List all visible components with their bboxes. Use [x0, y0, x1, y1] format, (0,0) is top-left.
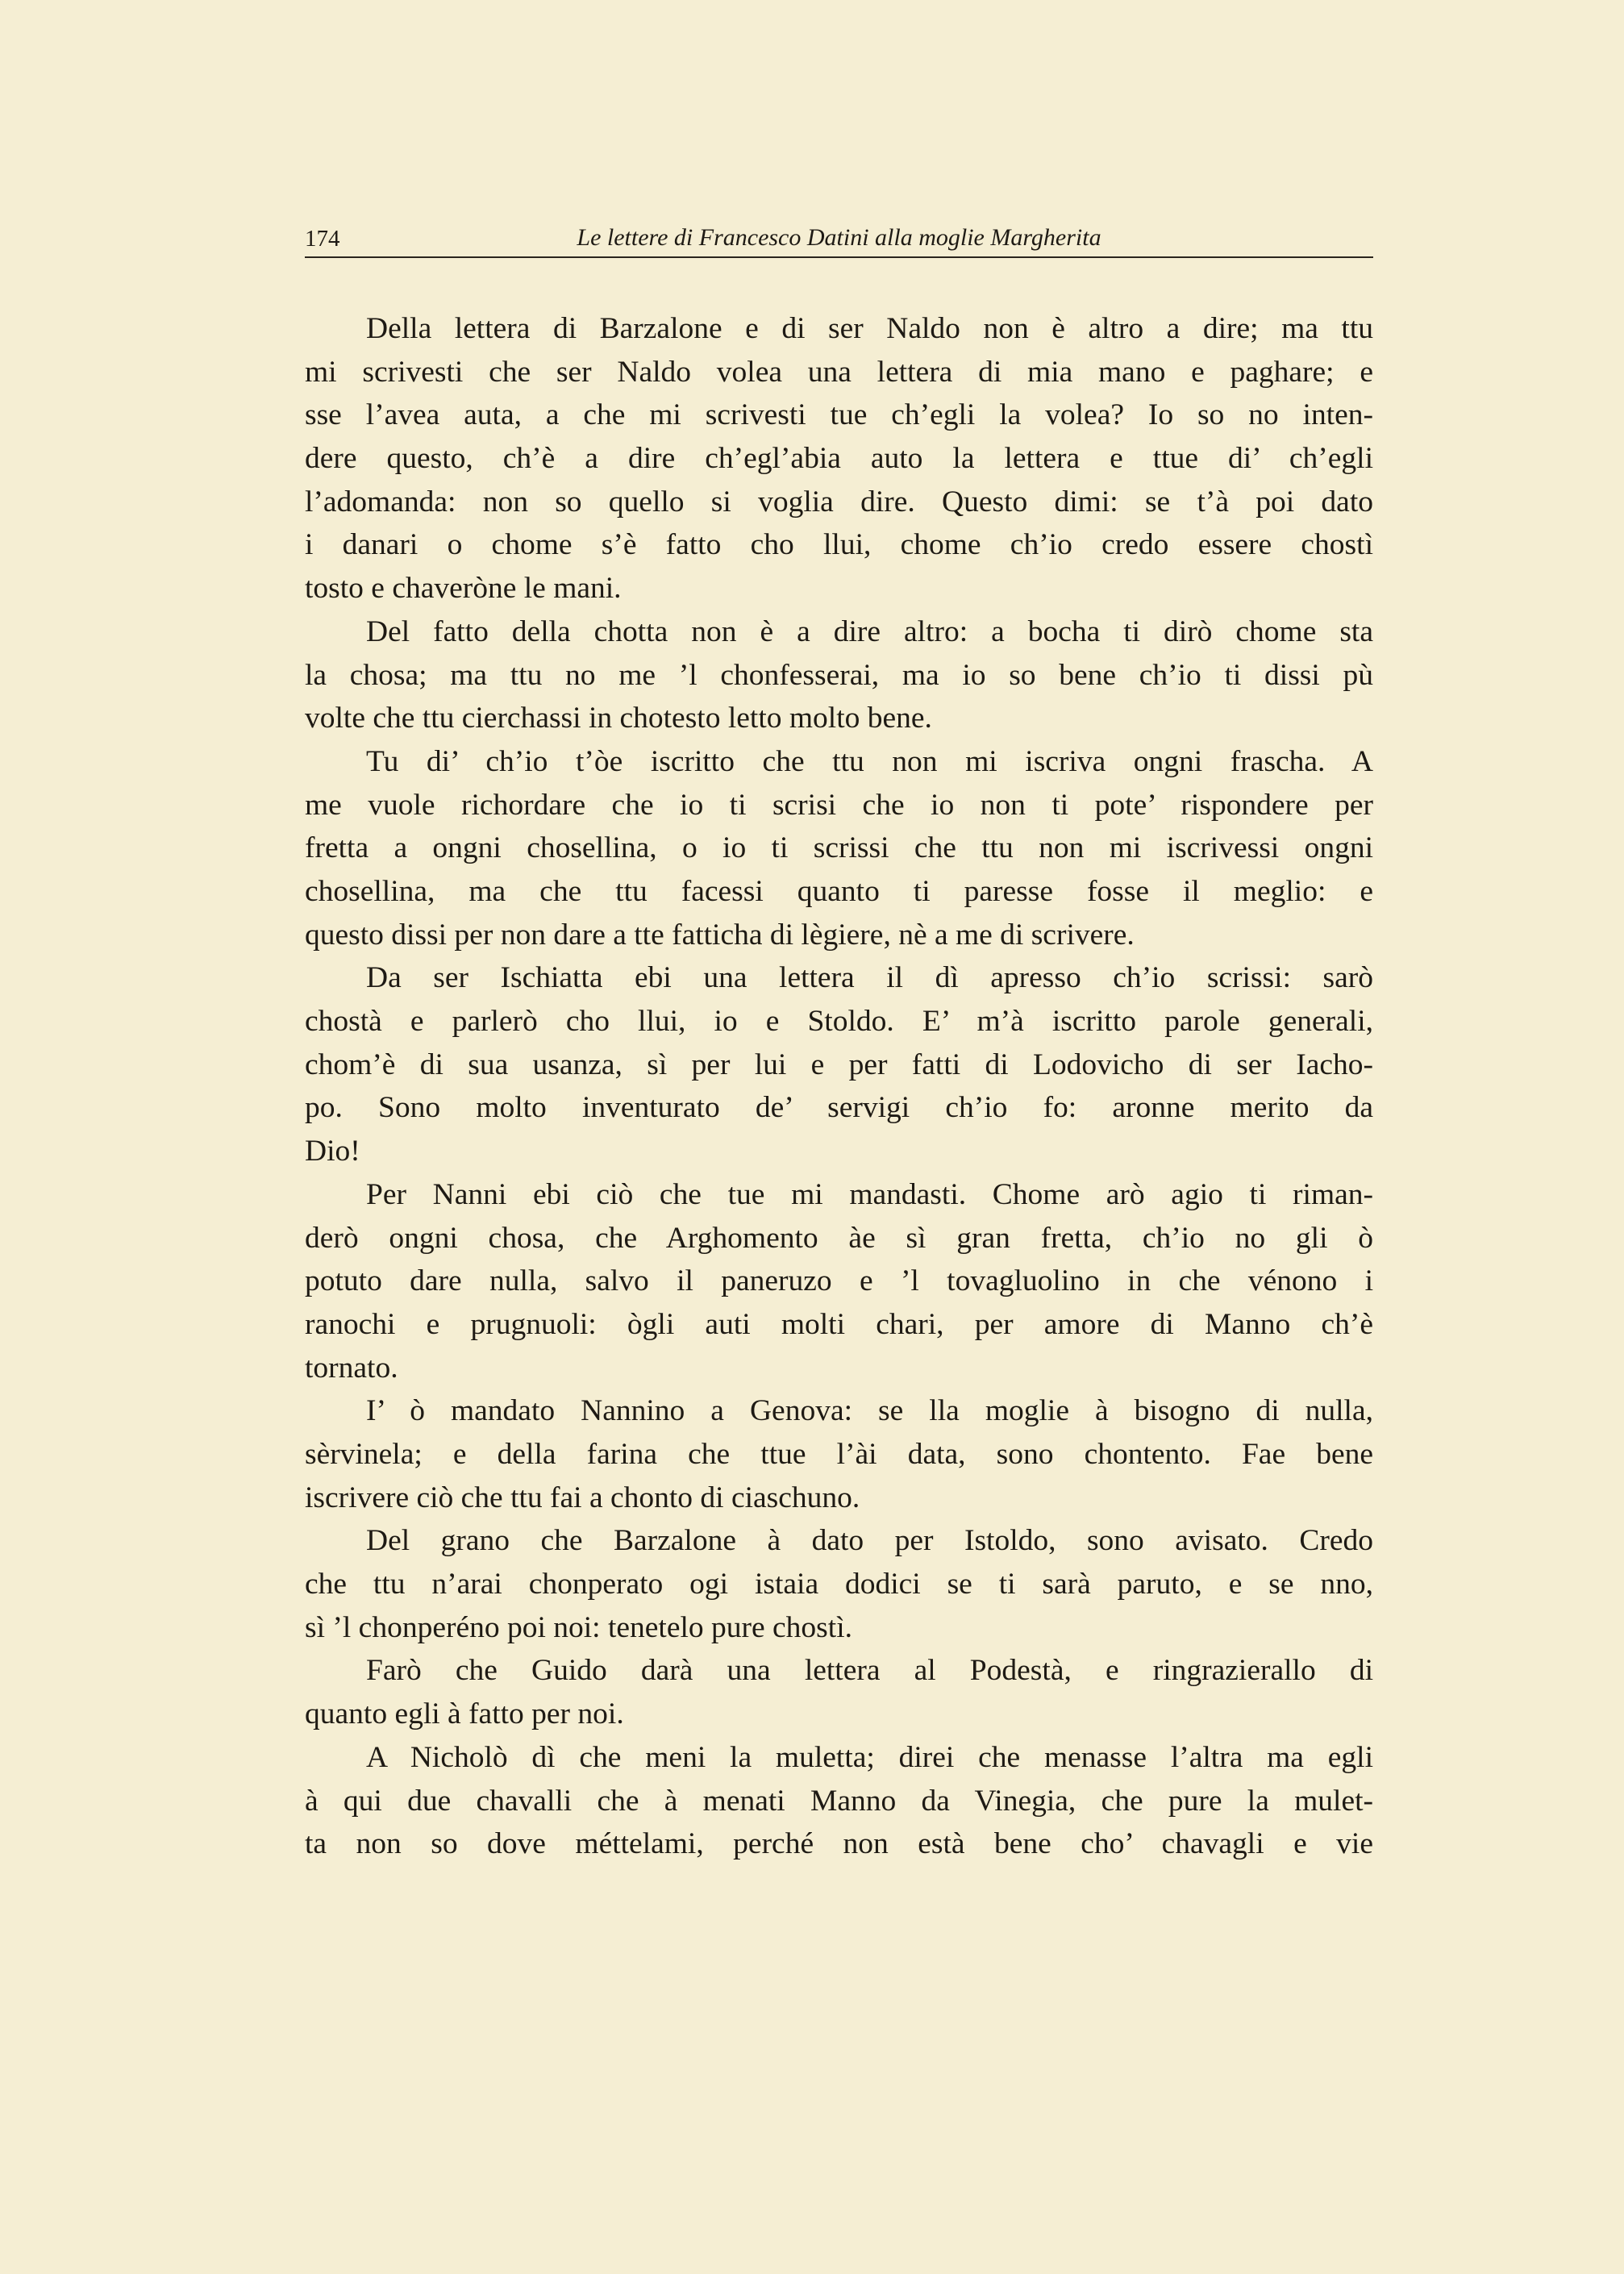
text-line: Farò che Guido darà una lettera al Podestà, e ringrazierallo di	[366, 1654, 1373, 1688]
paragraph	[305, 956, 1373, 1172]
text-line: Per Nanni ebi ciò che tue mi mandasti. Chome arò agio ti riman-	[366, 1177, 1373, 1211]
page-number: 174	[305, 226, 340, 252]
text-line: ranochi e prugnuoli: ògli auti molti chari, per amore di Manno ch’è	[305, 1307, 1373, 1341]
text-line: mi scrivesti che ser Naldo volea una lettera di mia mano e paghare; e	[305, 355, 1373, 389]
text-line: volte che ttu cierchassi in chotesto letto molto bene.	[305, 702, 932, 735]
text-line: iscrivere ciò che ttu fai a chonto di ciaschuno.	[305, 1481, 860, 1514]
text-line: I’ ò mandato Nannino a Genova: se lla moglie à bisogno di nulla,	[366, 1394, 1373, 1428]
text-line: quanto egli à fatto per noi.	[305, 1697, 624, 1731]
text-line: sèrvinela; e della farina che ttue l’ài data, sono chontento. Fae bene	[305, 1437, 1373, 1471]
text-line: Tu di’ ch’io t’òe iscritto che ttu non mi iscriva ongni frascha. A	[366, 744, 1373, 778]
text-line: chosellina, ma che ttu facessi quanto ti paresse fosse il meglio: e	[305, 874, 1373, 908]
text-line: à qui due chavalli che à menati Manno da Vinegia, che pure la mulet-	[305, 1784, 1373, 1818]
text-line: fretta a ongni chosellina, o io ti scrissi che ttu non mi iscrivessi ongni	[305, 831, 1373, 865]
text-line: me vuole richordare che io ti scrisi che io non ti pote’ rispondere per	[305, 788, 1373, 822]
text-line: i danari o chome s’è fatto cho llui, chome ch’io credo essere chostì	[305, 528, 1373, 562]
paragraph	[305, 610, 1373, 740]
text-line: chostà e parlerò cho llui, io e Stoldo. E’ m’à iscritto parole generali,	[305, 1005, 1373, 1039]
text-line: che ttu n’arai chonperato ogi istaia dodici se ti sarà paruto, e se nno,	[305, 1568, 1373, 1601]
text-line: derò ongni chosa, che Arghomento àe sì gran fretta, ch’io no gli ò	[305, 1221, 1373, 1255]
paragraph	[305, 740, 1373, 956]
text-line: Del fatto della chotta non è a dire altro: a bocha ti dirò chome sta	[366, 614, 1373, 648]
text-line: tornato.	[305, 1351, 398, 1385]
text-line: sì ’l chonperéno poi noi: tenetelo pure chostì.	[305, 1610, 852, 1644]
text-line: dere questo, ch’è a dire ch’egl’abia auto la lettera e ttue di’ ch’egli	[305, 442, 1373, 476]
text-line: ta non so dove méttelami, perché non està bene cho’ chavagli e vie	[305, 1827, 1373, 1861]
header-rule	[305, 256, 1373, 258]
paragraph	[305, 307, 1373, 610]
text-line: la chosa; ma ttu no me ’l chonfesserai, ma io so bene ch’io ti dissi pù	[305, 658, 1373, 692]
text-line: Da ser Ischiatta ebi una lettera il dì apresso ch’io scrissi: sarò	[366, 961, 1373, 995]
text-line: l’adomanda: non so quello si voglia dire. Questo dimi: se t’à poi dato	[305, 485, 1373, 519]
text-line: Del grano che Barzalone à dato per Istoldo, sono avisato. Credo	[366, 1524, 1373, 1558]
text-line: questo dissi per non dare a tte fatticha di lègiere, nè a me di scrivere.	[305, 918, 1135, 952]
paragraph	[305, 1173, 1373, 1389]
paragraph	[305, 1519, 1373, 1649]
paragraph	[305, 1389, 1373, 1519]
text-line: tosto e chaveròne le mani.	[305, 572, 622, 606]
text-line: sse l’avea auta, a che mi scrivesti tue ch’egli la volea? Io so no inten-	[305, 398, 1373, 432]
paragraph	[305, 1649, 1373, 1735]
text-line: chom’è di sua usanza, sì per lui e per fatti di Lodovicho di ser Iacho-	[305, 1047, 1373, 1081]
body-text	[305, 307, 1373, 1866]
text-line: potuto dare nulla, salvo il paneruzo e ’l tovagluolino in che vénono i	[305, 1264, 1373, 1298]
text-line: Della lettera di Barzalone e di ser Naldo non è altro a dire; ma ttu	[366, 312, 1373, 345]
running-title: Le lettere di Francesco Datini alla moglie Margherita	[577, 224, 1101, 251]
text-line: A Nicholò dì che meni la muletta; direi che menasse l’altra ma egli	[366, 1740, 1373, 1774]
text-line: po. Sono molto inventurato de’ servigi ch’io fo: aronne merito da	[305, 1091, 1373, 1125]
paragraph	[305, 1736, 1373, 1866]
text-line: Dio!	[305, 1135, 360, 1168]
